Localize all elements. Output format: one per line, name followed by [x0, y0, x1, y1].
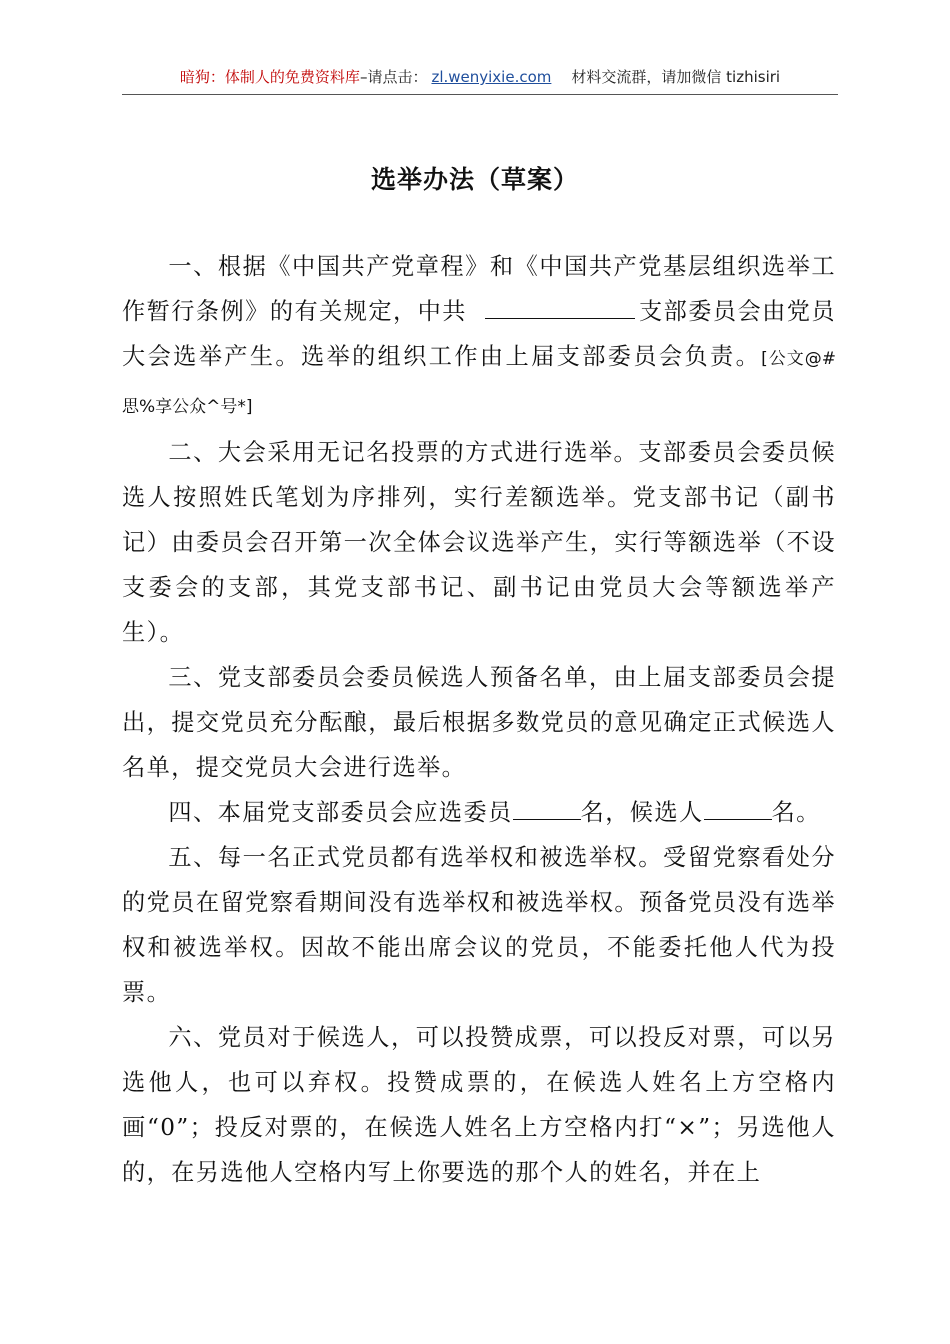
document-body [122, 244, 836, 1195]
page-header [122, 62, 838, 95]
paragraph-2: 二、大会采用无记名投票的方式进行选举。支部委员会委员候选人按照姓氏笔划为序排列，实行差额选举。党支部书记（副书记）由委员会召开第一次全体会议选举产生，实行等额选举（不设支委会的支部，其党支部书记、副书记由党员大会等额选举产生）。 [122, 439, 836, 646]
header-brand: 暗狗：体制人的免费资料库 [179, 68, 360, 86]
paragraph-1-text-a: 一、根据《中国共产党章程》和《中国共产党基层组织选举工作暂行条例》的有关规定，中共 [122, 253, 836, 325]
header-wechat-note: 材料交流群，请加微信 tizhisiri [571, 68, 781, 86]
branch-name-blank [485, 298, 635, 319]
candidate-count-blank [704, 799, 772, 820]
paragraph-6: 六、党员对于候选人，可以投赞成票，可以投反对票，可以另选他人，也可以弃权。投赞成票的，在候选人姓名上方空格内画“0”；投反对票的，在候选人姓名上方空格内打“×”；另选他人的，在另选他人空格内写上你要选的那个人的姓名，并在上 [122, 1024, 836, 1186]
paragraph-1 [122, 244, 836, 430]
paragraph-4 [122, 790, 836, 835]
paragraph-4-text-a: 四、本届党支部委员会应选委员 [168, 799, 513, 826]
paragraph-3: 三、党支部委员会委员候选人预备名单，由上届支部委员会提出，提交党员充分酝酿，最后根据多数党员的意见确定正式候选人名单，提交党员大会进行选举。 [122, 664, 836, 781]
paragraph-5: 五、每一名正式党员都有选举权和被选举权。受留党察看处分的党员在留党察看期间没有选举权和被选举权。预备党员没有选举权和被选举权。因故不能出席会议的党员，不能委托他人代为投票。 [122, 844, 836, 1006]
paragraph-1-text-b: 支部委员会由党员大会选举产生。选举的组织工作由上届支部委员会负责。 [122, 298, 836, 370]
member-count-blank [513, 799, 581, 820]
header-link[interactable]: zl.wenyixie.com [431, 68, 552, 86]
paragraph-4-text-c: 名。 [771, 799, 821, 826]
document-title: 选举办法（草案） [370, 165, 579, 194]
header-prompt: –请点击： [359, 68, 428, 86]
paragraph-4-text-b: 名，候选人 [580, 799, 704, 826]
watermark-text: [公文@#思%享公众^号*] [122, 349, 836, 417]
